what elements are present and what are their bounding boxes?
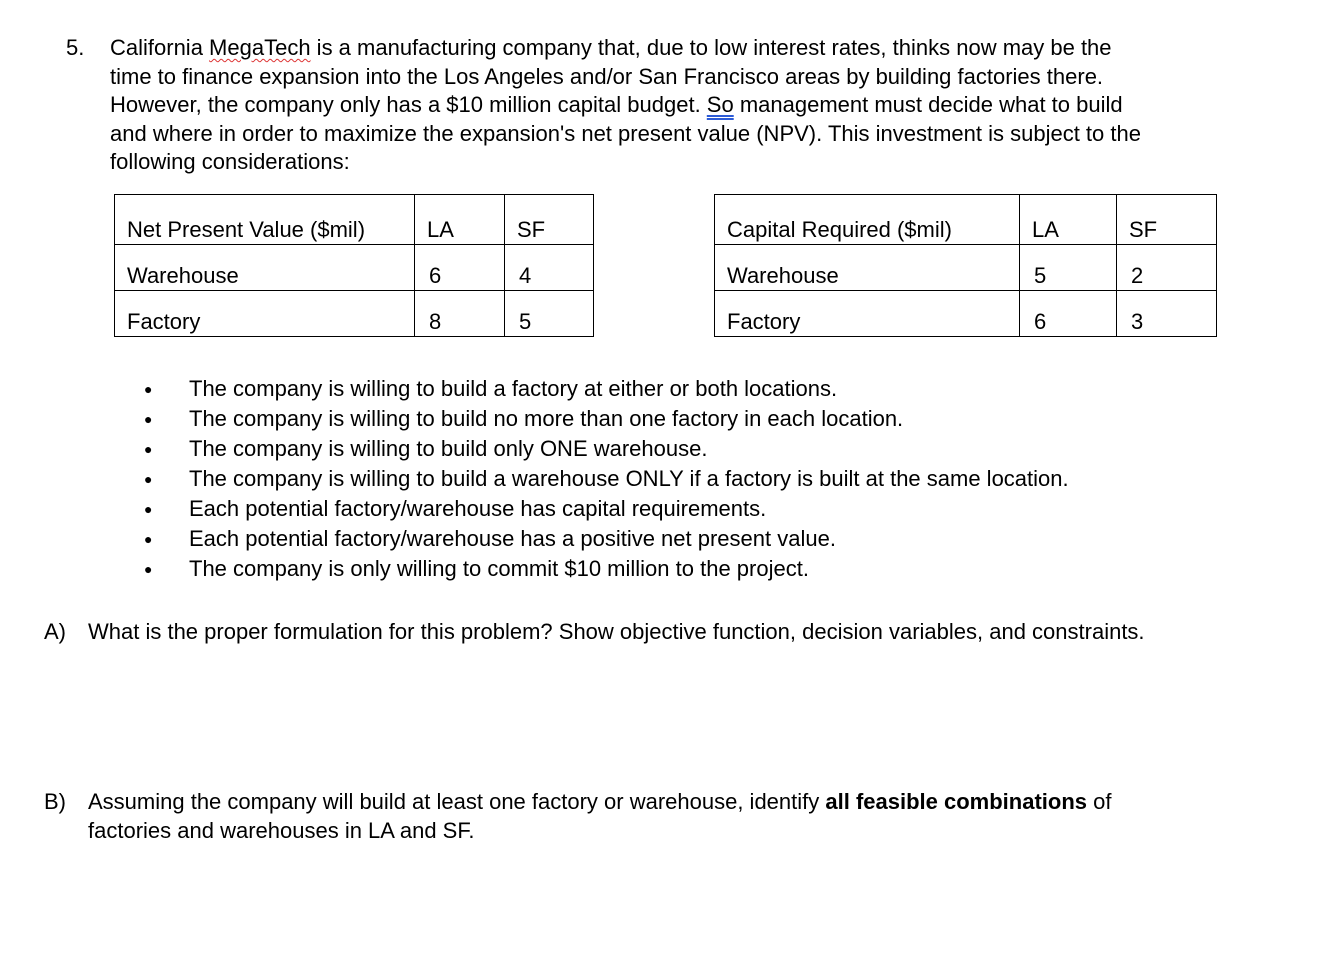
capital-table-row-factory: [715, 291, 1217, 337]
capital-table-row-warehouse: [715, 245, 1217, 291]
grammar-flag-so: So: [706, 92, 734, 118]
question-b-line-2: factories and warehouses in LA and SF.: [88, 817, 475, 843]
npv-table: [114, 194, 594, 337]
list-item-text: The company is willing to build a factory at either or both locations.: [189, 376, 838, 401]
capital-table-header-row: [715, 195, 1217, 245]
npv-table-header-row: [115, 195, 594, 245]
capital-header-sf: SF: [1117, 195, 1217, 245]
problem-line-2: time to finance expansion into the Los Angeles and/or San Francisco areas by building factories there.: [110, 63, 1104, 89]
npv-cell-factory-sf: 5: [505, 291, 594, 337]
question-b-emphasis: all feasible combinations: [825, 789, 1088, 814]
problem-line-4: and where in order to maximize the expansion's net present value (NPV). This investment is subject to the: [110, 120, 1141, 146]
problem-line-1-text-a: California: [110, 35, 210, 60]
list-item: [140, 374, 1069, 404]
capital-row-label: Factory: [715, 291, 1020, 337]
capital-header-title: Capital Required ($mil): [715, 195, 1020, 245]
bullet-icon: ●: [144, 441, 153, 457]
list-item-text: Each potential factory/warehouse has a positive net present value.: [189, 526, 836, 551]
list-item: [140, 494, 1069, 524]
list-item: [140, 464, 1069, 494]
capital-table: [714, 194, 1217, 337]
problem-statement: [110, 34, 1300, 177]
bullet-icon: ●: [144, 501, 153, 517]
npv-header-sf: SF: [505, 195, 594, 245]
list-item-text: Each potential factory/warehouse has capital requirements.: [189, 496, 767, 521]
npv-header-la: LA: [415, 195, 505, 245]
problem-number: 5.: [66, 35, 85, 60]
problem-line-3-text-a: However, the company only has a $10 million capital budget.: [110, 92, 707, 118]
question-a-text: [88, 618, 1288, 647]
question-a-line: What is the proper formulation for this problem? Show objective function, decision variables, and constraints.: [88, 619, 1145, 644]
list-item: [140, 404, 1069, 434]
problem-line-5: following considerations:: [110, 149, 350, 175]
question-b-line-1-text-a: Assuming the company will build at least one factory or warehouse, identify: [88, 789, 826, 814]
problem-line-1-text-b: is a manufacturing company that, due to low interest rates, thinks now may be the: [310, 35, 1112, 60]
bullet-icon: ●: [144, 531, 153, 547]
problem-line-3-text-b: management must decide what to build: [733, 92, 1123, 118]
capital-cell-warehouse-la: 5: [1020, 245, 1117, 291]
list-item-text: The company is willing to build only ONE warehouse.: [189, 436, 708, 461]
problem-line-3: [110, 91, 1300, 120]
npv-table-row-factory: [115, 291, 594, 337]
bullet-icon: ●: [144, 411, 153, 427]
bullet-icon: ●: [144, 471, 153, 487]
npv-row-label: Warehouse: [115, 245, 415, 291]
list-item: [140, 434, 1069, 464]
npv-cell-warehouse-sf: 4: [505, 245, 594, 291]
npv-header-title: Net Present Value ($mil): [115, 195, 415, 245]
company-name-spellcheck: MegaTech: [209, 35, 311, 60]
problem-line-1: [110, 34, 1300, 63]
capital-cell-factory-sf: 3: [1117, 291, 1217, 337]
list-item-text: The company is only willing to commit $10 million to the project.: [189, 556, 809, 581]
list-item-text: The company is willing to build no more than one factory in each location.: [189, 406, 904, 431]
list-item: [140, 554, 1069, 584]
question-b-line-1-text-b: of: [1087, 789, 1112, 814]
npv-row-label: Factory: [115, 291, 415, 337]
list-item: [140, 524, 1069, 554]
capital-cell-factory-la: 6: [1020, 291, 1117, 337]
npv-table-row-warehouse: [115, 245, 594, 291]
question-a-label: A): [44, 619, 66, 644]
capital-header-la: LA: [1020, 195, 1117, 245]
list-item-text: The company is willing to build a warehouse ONLY if a factory is built at the same location.: [189, 466, 1069, 491]
capital-row-label: Warehouse: [715, 245, 1020, 291]
npv-cell-factory-la: 8: [415, 291, 505, 337]
bullet-icon: ●: [144, 381, 153, 397]
considerations-list: [140, 374, 1069, 584]
npv-cell-warehouse-la: 6: [415, 245, 505, 291]
bullet-icon: ●: [144, 561, 153, 577]
capital-cell-warehouse-sf: 2: [1117, 245, 1217, 291]
question-b-line-1: [88, 788, 1288, 817]
question-b-label: B): [44, 789, 66, 814]
question-b-text: [88, 788, 1288, 845]
